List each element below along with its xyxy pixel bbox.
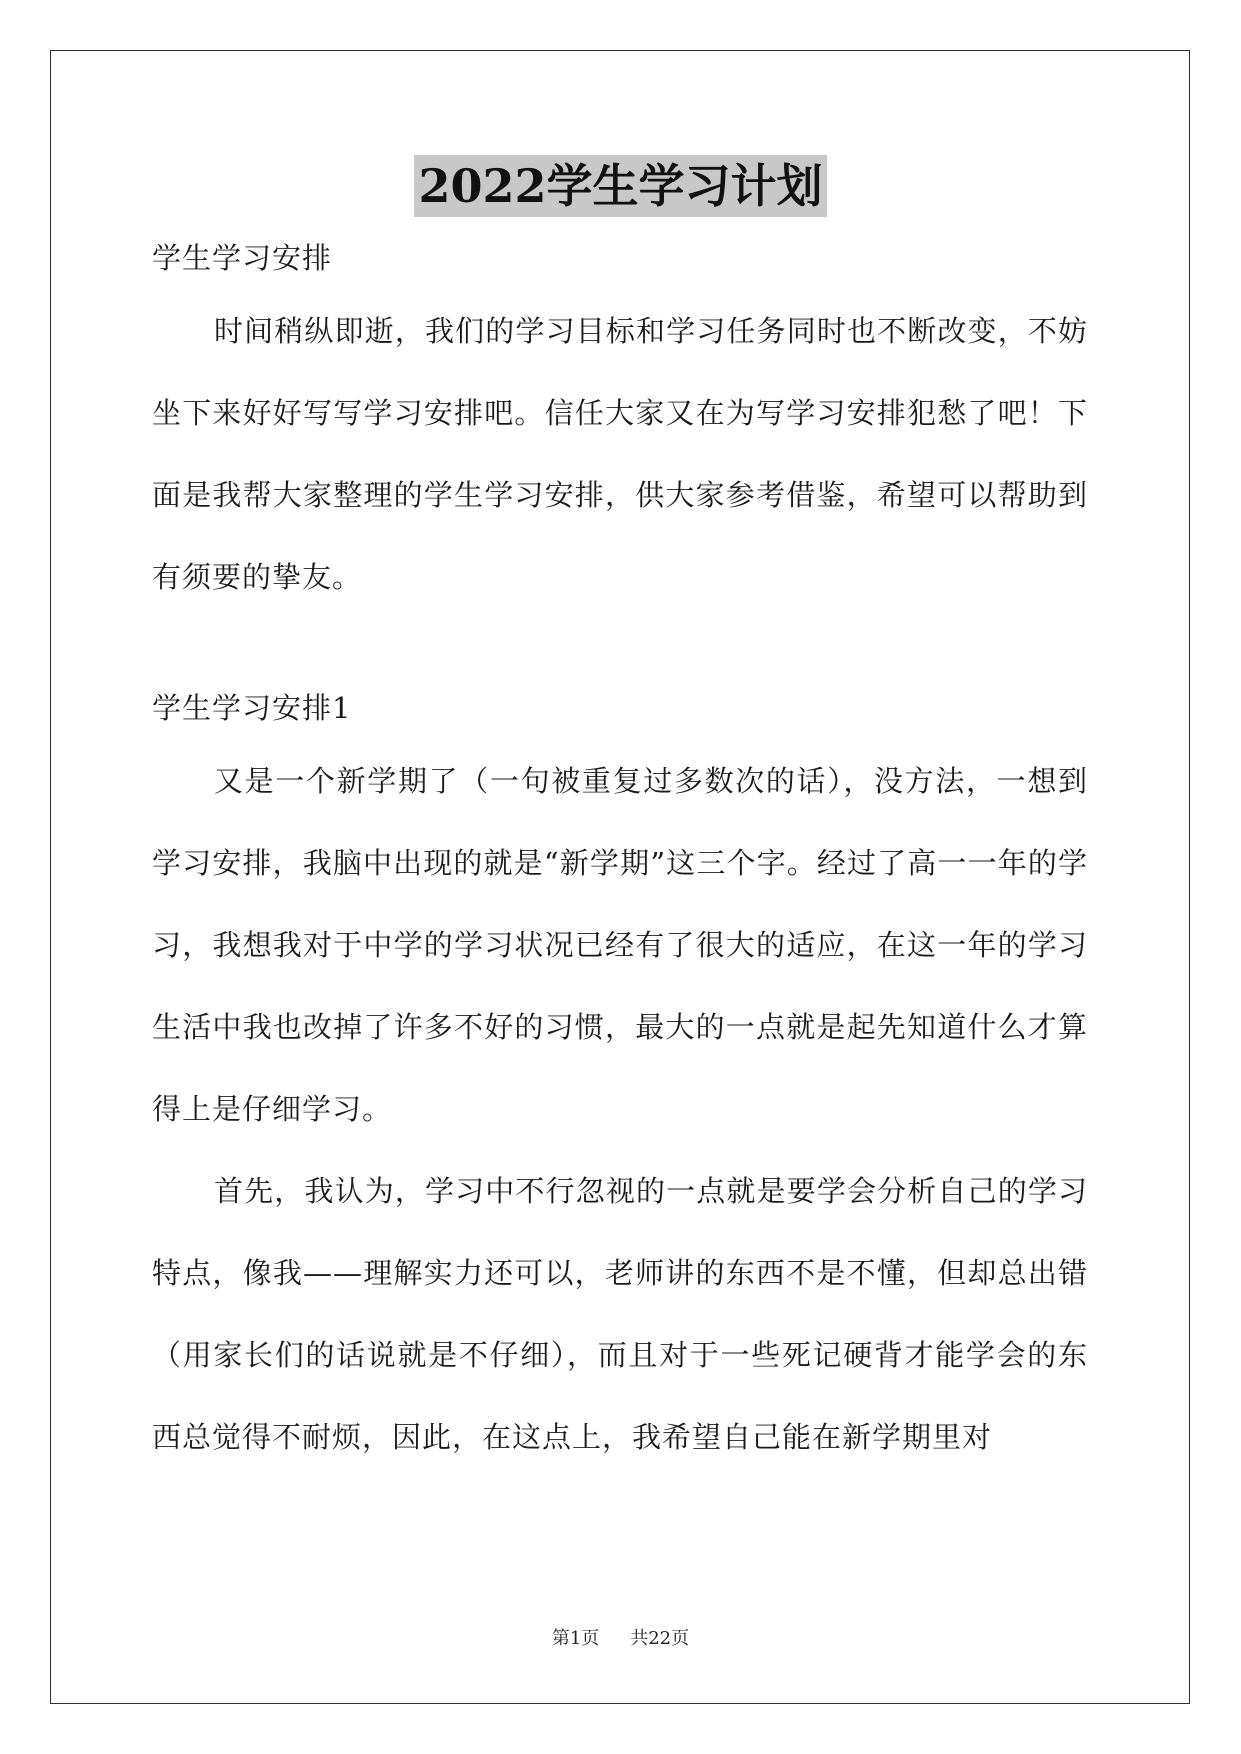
title-container [0, 155, 1241, 217]
section1-paragraph-2: 首先，我认为，学习中不行忽视的一点就是要学会分析自己的学习特点，像我——理解实力还可以，老师讲的东西不是不懂，但却总出错（用家长们的话说就是不仔细），而且对于一些死记硬背才能学会的东西总觉得不耐烦，因此，在这点上，我希望自己能在新学期里对 [152, 1174, 1088, 1454]
section1-body [152, 740, 1088, 1478]
intro-paragraph: 时间稍纵即逝，我们的学习目标和学习任务同时也不断改变，不妨坐下来好好写写学习安排吧。信任大家又在为写学习安排犯愁了吧！下面是我帮大家整理的学生学习安排，供大家参考借鉴，希望可以帮助到有须要的挚友。 [152, 314, 1088, 594]
page-number: 第1页 [551, 1628, 600, 1649]
page-total: 共22页 [630, 1628, 690, 1649]
section1-paragraph-1: 又是一个新学期了（一句被重复过多数次的话），没方法，一想到学习安排，我脑中出现的就是“新学期”这三个字。经过了高一一年的学习，我想我对于中学的学习状况已经有了很大的适应，在这一年的学习生活中我也改掉了许多不好的习惯，最大的一点就是起先知道什么才算得上是仔细学习。 [152, 764, 1088, 1126]
document-title: 2022学生学习计划 [414, 155, 826, 217]
intro-heading: 学生学习安排 [152, 241, 333, 275]
page-footer [0, 1624, 1241, 1650]
intro-section [152, 290, 1088, 618]
section1-heading: 学生学习安排1 [152, 691, 352, 725]
